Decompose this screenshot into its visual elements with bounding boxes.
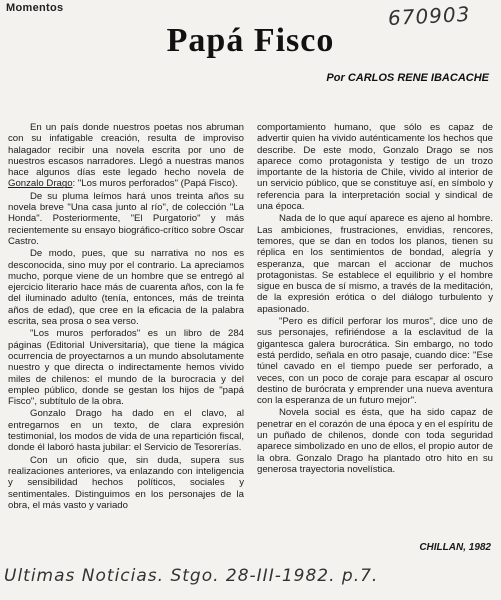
left-column	[8, 122, 244, 511]
dateline-signature: CHILLAN, 1982	[419, 542, 491, 553]
paragraph: Con un oficio que, sin duda, supera sus realizaciones anteriores, va enlazando con inteligencia y sensibilidad hechos políticos, sociales y sentimentales. Distinguimos en los personajes de la obra, el más vasto y variado	[8, 454, 244, 511]
section-label: Momentos	[6, 2, 64, 14]
paragraph: comportamiento humano, que sólo es capaz de advertir quien ha vivido auténticamente los hechos que describe. De este modo, Gonzalo Drago se nos aparece como protagonista y testigo de un trozo importante de la historia de Chile, vivido al interior de un servicio público, que se constituye así, en símbolo y referencia para la interpretación social y sindical de una época.	[257, 122, 493, 213]
paragraph: De su pluma leímos hará unos treinta años su novela breve "Una casa junto al río", de colección "La Honda". Posteriormente, "El Purgatorio" y más recientemente su ensayo biográfico-crítico sobre Oscar Castro.	[8, 190, 244, 247]
paragraph: Novela social es ésta, que ha sido capaz de penetrar en el corazón de una época y en el espíritu de un puñado de chilenos, donde con toda seguridad aparece simbolizado en uno de ellos, el propio autor de la obra. Gonzalo Drago ha plantado otro hito en su generosa trayectoria novelística.	[257, 407, 493, 475]
article-title: Papá Fisco	[166, 22, 335, 59]
handwritten-source-note: Ultimas Noticias. Stgo. 28-III-1982. p.7.	[4, 566, 379, 586]
paragraph: De modo, pues, que su narrativa no nos es desconocida, sino muy por el contrario. La apreciamos mucho, porque viene de un hombre que se entregó al ejercicio literario hace más de cuarenta años, con la fe del iluminado adulto (tenía, entonces, más de treinta años de edad), que cree en la eficacia de la palabra escrita, sea prosa o sea verso.	[8, 248, 244, 328]
paragraph: En un país donde nuestros poetas nos abruman con su infatigable creación, resulta de improviso halagador recibir una novela escrita por uno de nuestros escasos narradores. Llegó a nuestras manos hace algunos días este legado hecho novela de Gonzalo Drago: "Los muros perforados" (Papá Fisco).	[8, 122, 244, 190]
underlined-name: Gonzalo Drago	[8, 178, 73, 190]
paragraph: Gonzalo Drago ha dado en el clavo, al entregarnos en un texto, de clara expresión testimonial, los modos de vida de una repartición fiscal, donde él laboró hasta jubilar: el Servicio de Tesorerías.	[8, 408, 244, 454]
paragraph: "Los muros perforados" es un libro de 284 páginas (Editorial Universitaria), que tiene la mágica ocurrencia de proyectarnos a un mundo absolutamente nuestro y que directa o indirectamente hemos vivido miles de chilenos: el mundo de la burocracia y del empleo público, donde se gestan los hijos de "papá Fisco", subtítulo de la obra.	[8, 328, 244, 408]
paragraph: "Pero es difícil perforar los muros", dice uno de sus personajes, refiriéndose a la esclavitud de la gigantesca galera burocrática. Sin embargo, no todo está perdido, señala en otro pasaje, cuando dice: "Ese túnel cavado en el tiempo puede ser perforado, a veces, con un poco de coraje para escapar al oscuro destino de burócrata y emprender una nueva aventura con la esperanza de un futuro mejor".	[257, 316, 493, 407]
paragraph: Nada de lo que aquí aparece es ajeno al hombre. Las ambiciones, frustraciones, envidias, rencores, temores, que se dan en todos los planos, tienen su réplica en los sentimientos de bondad, alegría y esperanza, que marcan el accionar de muchos protagonistas. Se establece el equilibrio y el hombre sigue en busca de sí mismo, a través de la meditación, de la expresión erótica o del diálogo turbulento y apasionado.	[257, 213, 493, 315]
article-byline: Por CARLOS RENE IBACACHE	[326, 72, 489, 84]
right-column	[257, 122, 493, 475]
handwritten-catalog-number: 670903	[387, 1, 471, 31]
